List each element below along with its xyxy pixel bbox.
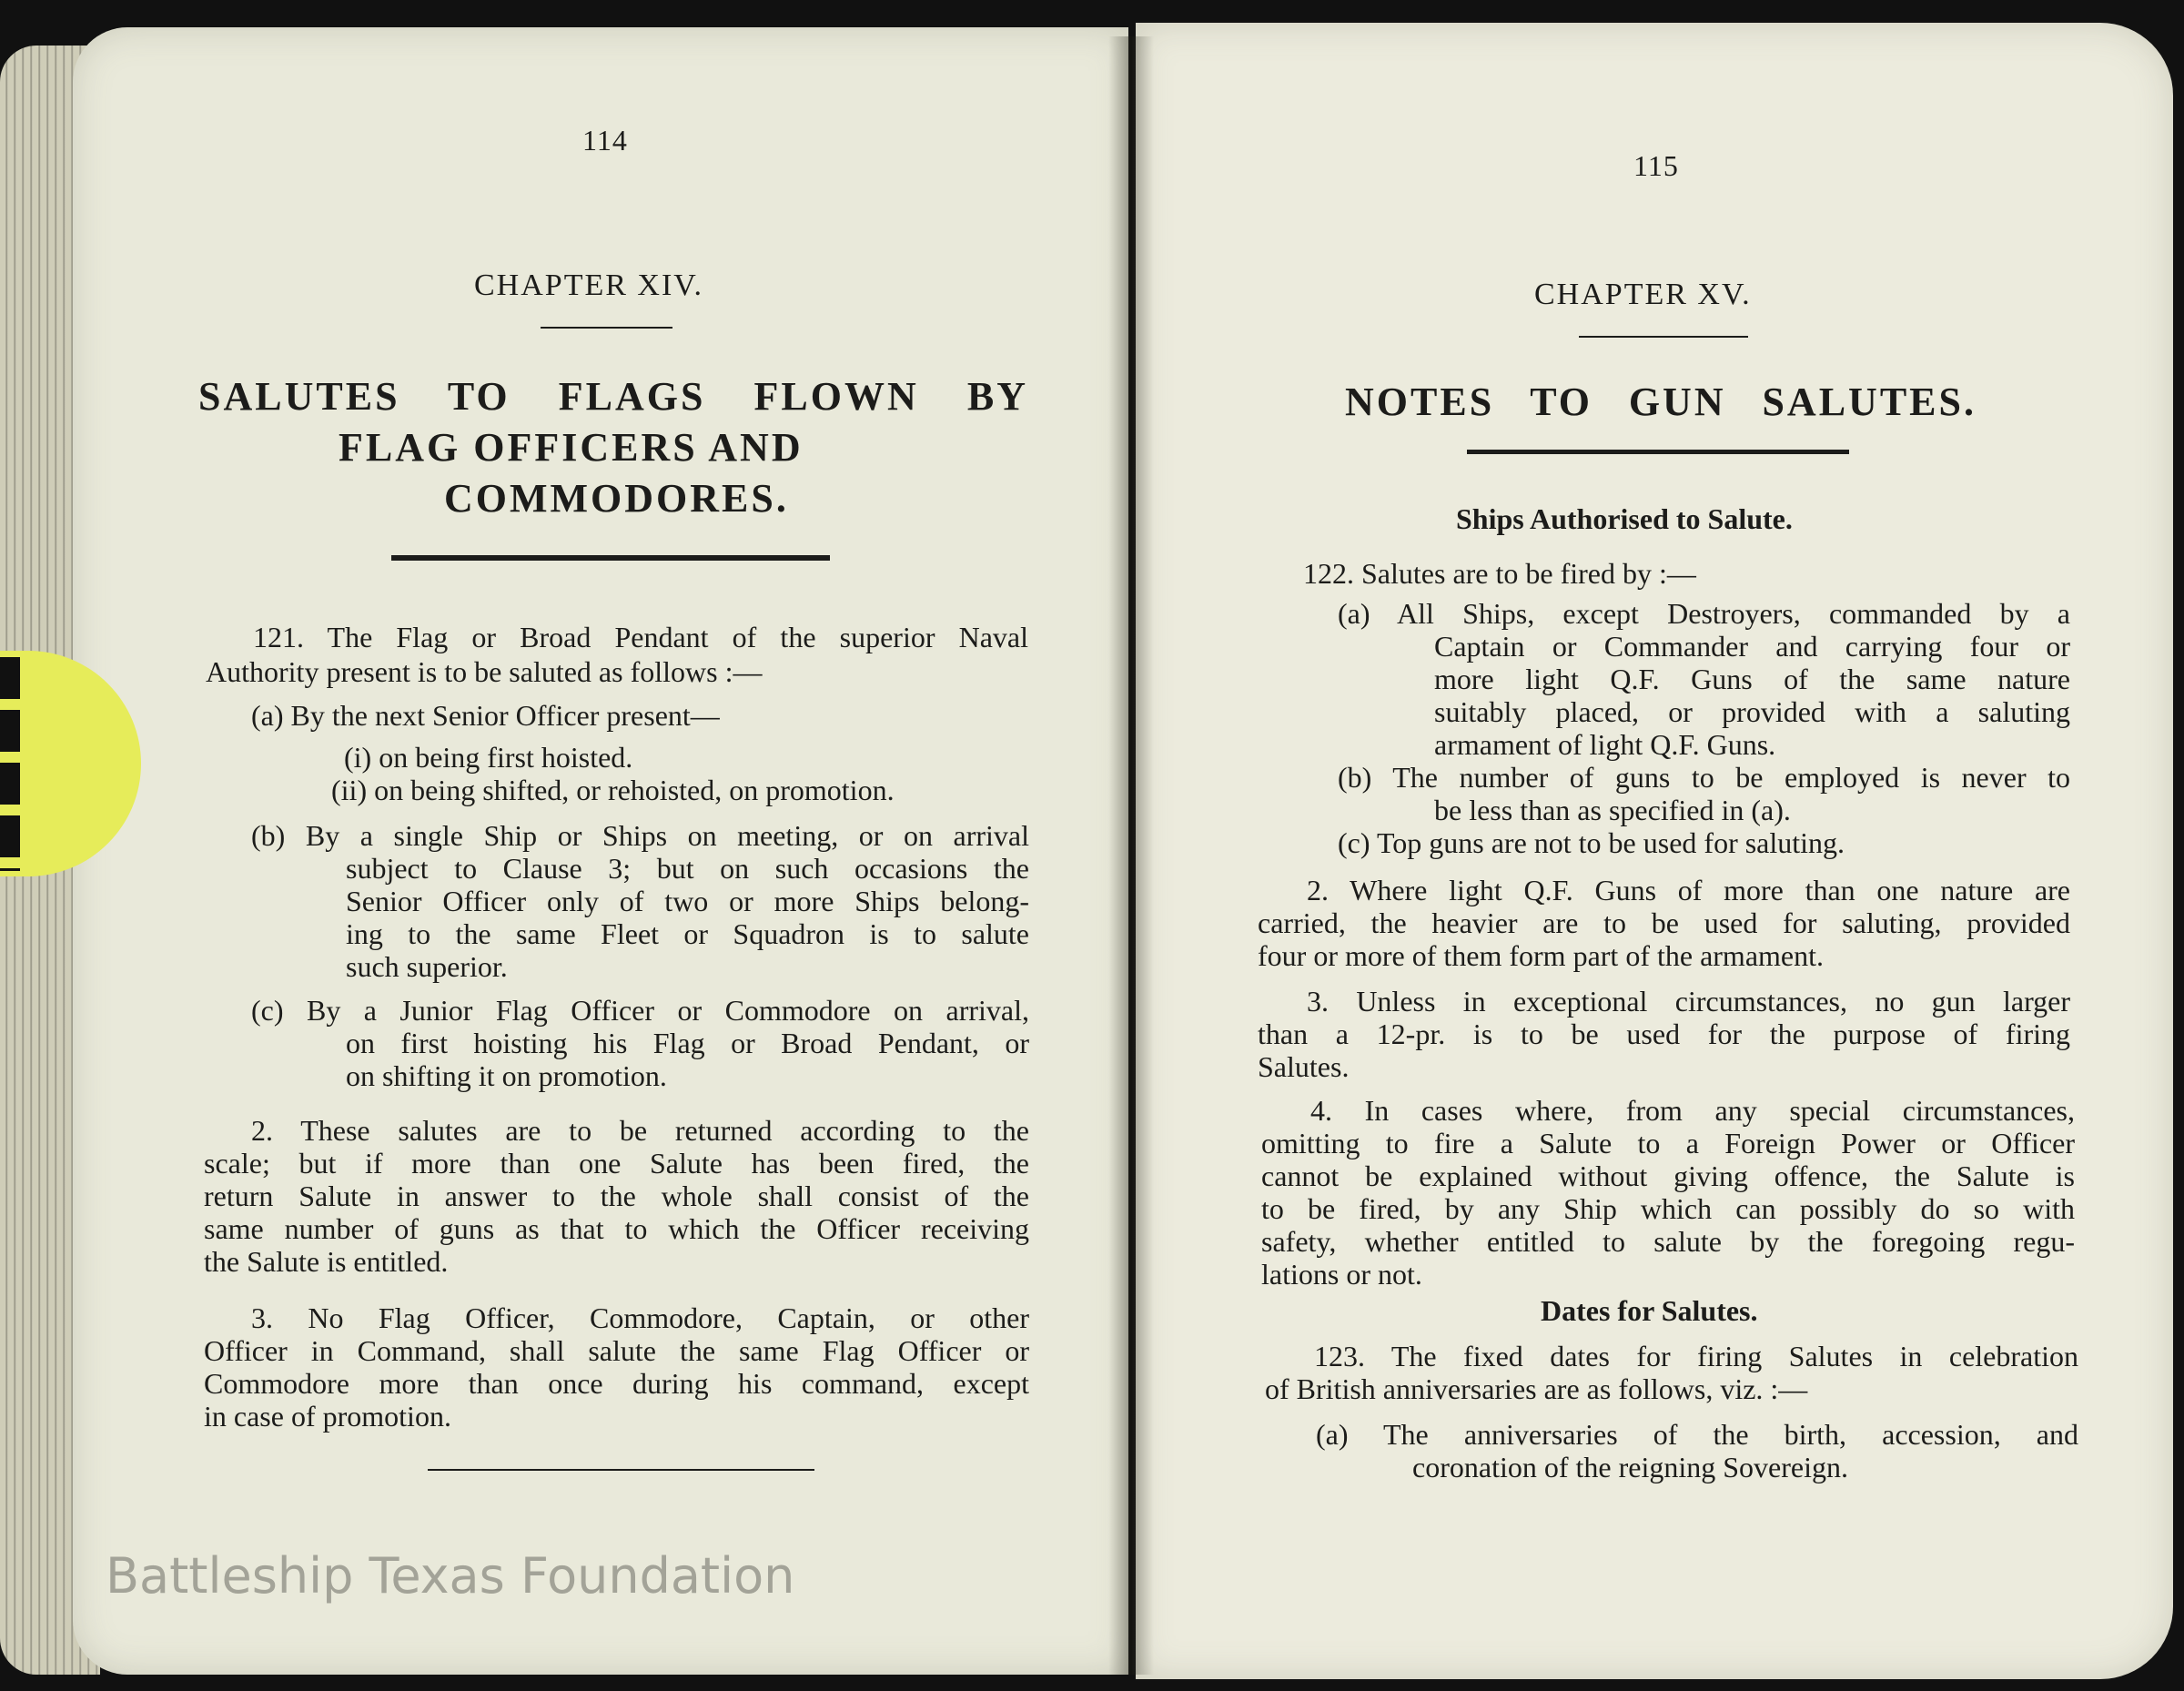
para-121-b-line-2: subject to Clause 3; but on such occasions the: [346, 852, 1029, 885]
title-rule-right: [1467, 450, 1849, 454]
chapter-title-line-3: COMMODORES.: [444, 476, 789, 521]
para-122-b-line-1: (b) The number of guns to be employed is never to: [1338, 761, 2070, 794]
para-123-a-line-1: (a) The anniversaries of the birth, accession, and: [1316, 1418, 2078, 1451]
end-rule-left: [428, 1469, 814, 1471]
subheading-dates-for-salutes: Dates for Salutes.: [1541, 1294, 1758, 1327]
para-4-right-line-3: cannot be explained without giving offence, the Salute is: [1261, 1159, 2075, 1192]
para-4-right-line-2: omitting to fire a Salute to a Foreign Power or Officer: [1261, 1127, 2075, 1159]
para-122-a-line-2: Captain or Commander and carrying four or: [1434, 630, 2070, 663]
para-121-c-line-2: on first hoisting his Flag or Broad Pendant, or: [346, 1027, 1029, 1059]
para-4-right-line-5: safety, whether entitled to salute by the foregoing regu-: [1261, 1225, 2075, 1258]
para-3-right-line-3: Salutes.: [1258, 1050, 1350, 1083]
chapter-title-line-2: FLAG OFFICERS AND: [339, 425, 804, 470]
subheading-ships-authorised: Ships Authorised to Salute.: [1456, 502, 1793, 535]
chapter-rule-left: [541, 327, 672, 329]
para-121-a-i: (i) on being first hoisted.: [344, 741, 633, 774]
para-123-line-2: of British anniversaries are as follows, viz. :—: [1265, 1372, 1808, 1405]
chapter-heading-right: CHAPTER XV.: [1534, 278, 1752, 311]
para-2-left-line-2: scale; but if more than one Salute has been fired, the: [204, 1147, 1029, 1180]
para-3-left-line-3: Commodore more than once during his command, except: [204, 1367, 1029, 1400]
title-rule-left: [391, 555, 830, 561]
page-number-right: 115: [1633, 149, 1679, 182]
chapter-heading-left: CHAPTER XIV.: [474, 268, 703, 302]
para-122-a-line-5: armament of light Q.F. Guns.: [1434, 728, 1776, 761]
para-4-right-line-1: 4. In cases where, from any special circumstances,: [1310, 1094, 2075, 1127]
para-121-c-line-3: on shifting it on promotion.: [346, 1059, 667, 1092]
para-3-left-line-2: Officer in Command, shall salute the same Flag Officer or: [204, 1334, 1029, 1367]
watermark: Battleship Texas Foundation: [106, 1547, 795, 1605]
para-122-c: (c) Top guns are not to be used for saluting.: [1338, 826, 1845, 859]
para-122-a-line-3: more light Q.F. Guns of the same nature: [1434, 663, 2070, 695]
para-121-b-line-4: ing to the same Fleet or Squadron is to salute: [346, 917, 1029, 950]
para-2-right-line-2: carried, the heavier are to be used for saluting, provided: [1258, 906, 2070, 939]
para-4-right-line-4: to be fired, by any Ship which can possibly do so with: [1261, 1192, 2075, 1225]
para-2-left-line-3: return Salute in answer to the whole shall consist of the: [204, 1180, 1029, 1212]
para-122-a-line-1: (a) All Ships, except Destroyers, commanded by a: [1338, 597, 2070, 630]
para-3-left-line-4: in case of promotion.: [204, 1400, 451, 1433]
para-121-b-line-1: (b) By a single Ship or Ships on meeting, or on arrival: [251, 819, 1029, 852]
para-2-left-line-5: the Salute is entitled.: [204, 1245, 449, 1278]
para-121-c-line-1: (c) By a Junior Flag Officer or Commodore on arrival,: [251, 994, 1029, 1027]
chapter-title-right: NOTES TO GUN SALUTES.: [1345, 380, 1977, 424]
para-3-left-line-1: 3. No Flag Officer, Commodore, Captain, or other: [251, 1301, 1029, 1334]
para-121-b-line-3: Senior Officer only of two or more Ships belong-: [346, 885, 1029, 917]
para-121-a: (a) By the next Senior Officer present—: [251, 699, 720, 732]
para-121-line-1: 121. The Flag or Broad Pendant of the superior Naval: [253, 621, 1028, 653]
page-number-left: 114: [582, 124, 628, 157]
para-122-a-line-4: suitably placed, or provided with a saluting: [1434, 695, 2070, 728]
para-2-left-line-4: same number of guns as that to which the Officer receiving: [204, 1212, 1029, 1245]
para-3-right-line-2: than a 12-pr. is to be used for the purpose of firing: [1258, 1018, 2070, 1050]
para-3-right-line-1: 3. Unless in exceptional circumstances, no gun larger: [1307, 985, 2070, 1018]
para-4-right-line-6: lations or not.: [1261, 1258, 1422, 1291]
chapter-title-line-1: SALUTES TO FLAGS FLOWN BY: [198, 374, 1028, 419]
chapter-rule-right: [1579, 336, 1748, 338]
para-2-left-line-1: 2. These salutes are to be returned according to the: [251, 1114, 1029, 1147]
para-122-b-line-2: be less than as specified in (a).: [1434, 794, 1791, 826]
para-2-right-line-1: 2. Where light Q.F. Guns of more than one nature are: [1307, 874, 2070, 906]
para-121-b-line-5: such superior.: [346, 950, 508, 983]
para-121-line-2: Authority present is to be saluted as follows :—: [206, 655, 763, 688]
para-123-a-line-2: coronation of the reigning Sovereign.: [1412, 1451, 1848, 1483]
para-122: 122. Salutes are to be fired by :—: [1303, 557, 1696, 590]
para-121-a-ii: (ii) on being shifted, or rehoisted, on promotion.: [331, 774, 895, 806]
book-gutter: [1108, 36, 1154, 1675]
para-2-right-line-3: four or more of them form part of the armament.: [1258, 939, 1824, 972]
para-123-line-1: 123. The fixed dates for firing Salutes in celebration: [1314, 1340, 2078, 1372]
bookmark-tab-strip: [0, 657, 20, 871]
